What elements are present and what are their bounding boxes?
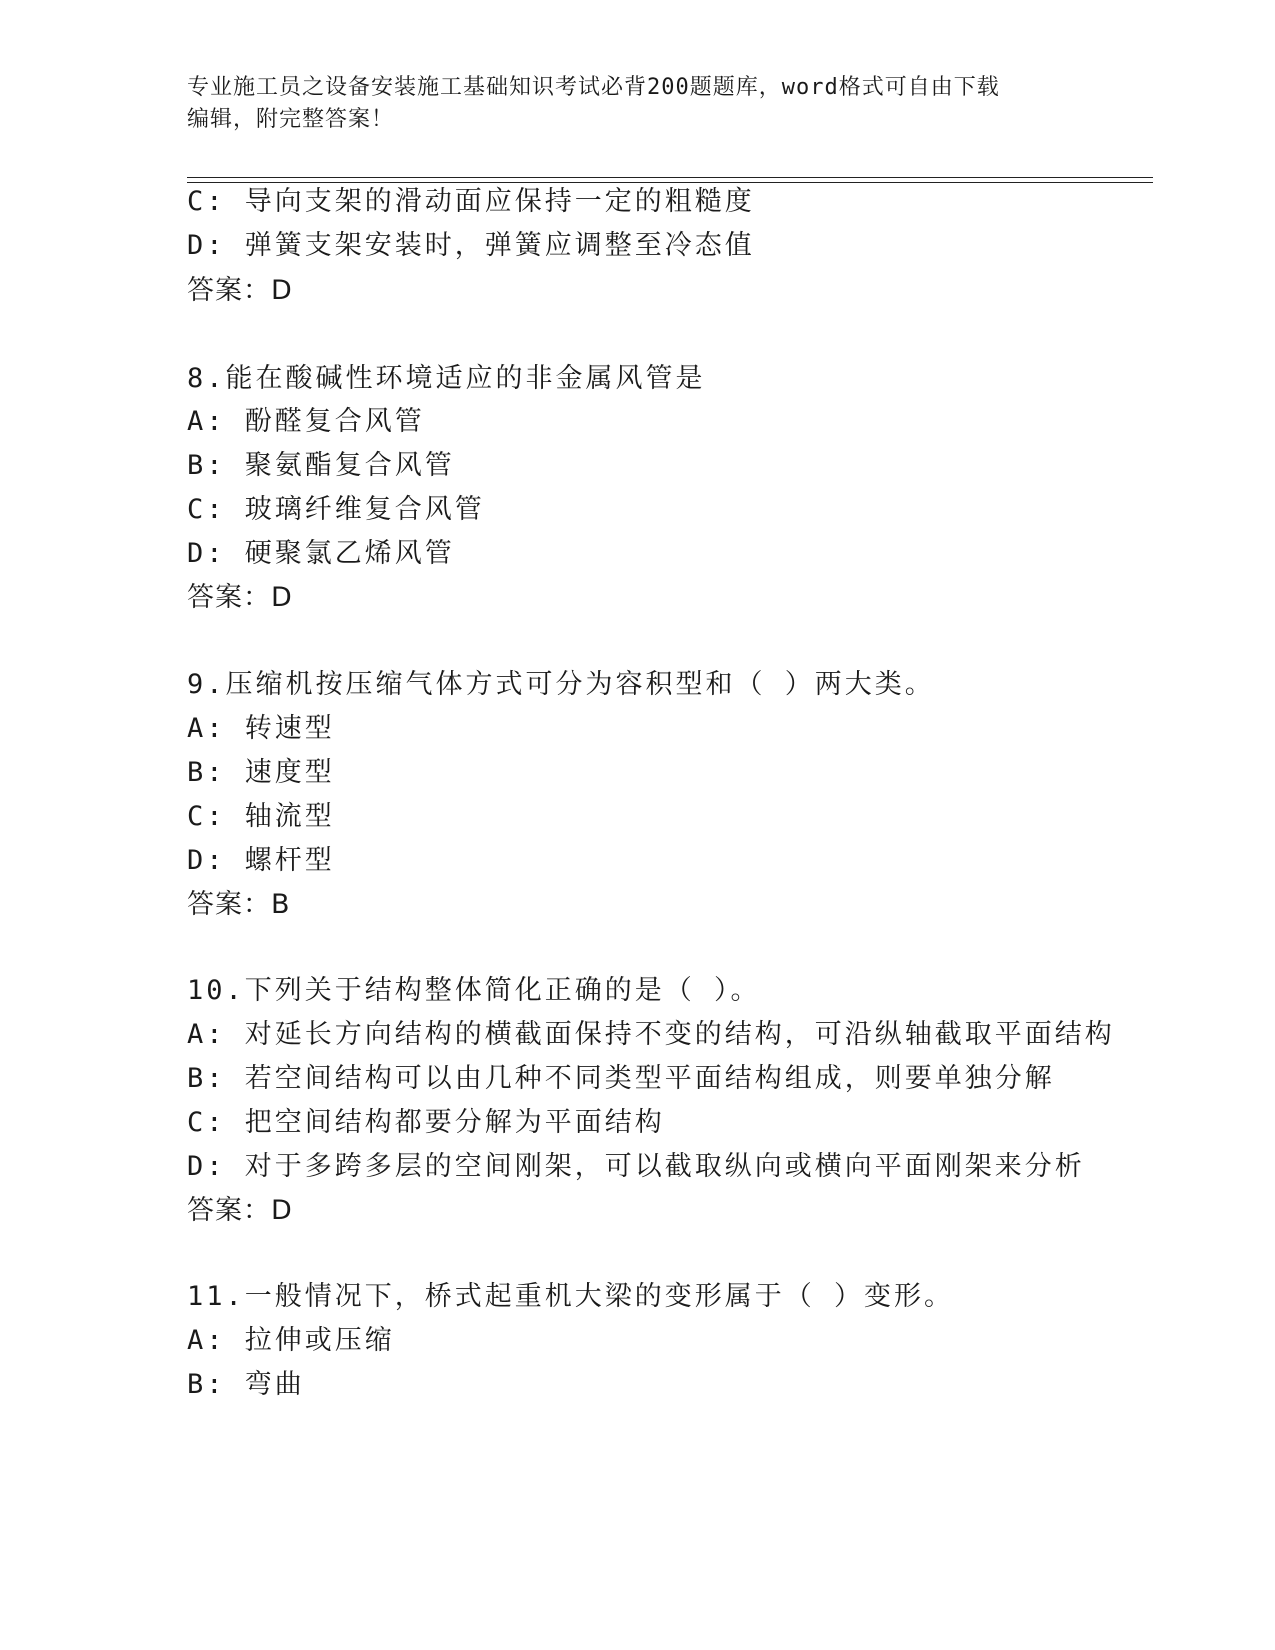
q7-option-c: C: 导向支架的滑动面应保持一定的粗糙度	[187, 186, 755, 217]
q10-question: 10.下列关于结构整体简化正确的是（ ）。	[187, 975, 761, 1006]
q8-option-d: D: 硬聚氯乙烯风管	[187, 538, 455, 569]
q9-option-c: C: 轴流型	[187, 801, 335, 832]
document-header	[187, 72, 1087, 136]
q9-option-b: B: 速度型	[187, 757, 335, 788]
q9-option-a: A: 转速型	[187, 713, 335, 744]
q8-question: 8.能在酸碱性环境适应的非金属风管是	[187, 363, 706, 394]
q7-answer: 答案：D	[187, 275, 293, 306]
header-line-2: 编辑，附完整答案！	[187, 107, 395, 132]
q9-question: 9.压缩机按压缩气体方式可分为容积型和（ ）两大类。	[187, 669, 935, 700]
q10-answer: 答案：D	[187, 1195, 293, 1226]
q11-question: 11.一般情况下，桥式起重机大梁的变形属于（ ）变形。	[187, 1281, 955, 1312]
q8-option-b: B: 聚氨酯复合风管	[187, 450, 455, 481]
header-line-1: 专业施工员之设备安装施工基础知识考试必背200题题库，word格式可自由下载	[187, 75, 1000, 100]
q8-option-a: A: 酚醛复合风管	[187, 406, 425, 437]
q10-option-d: D: 对于多跨多层的空间刚架，可以截取纵向或横向平面刚架来分析	[187, 1151, 1085, 1182]
q11-option-a: A: 拉伸或压缩	[187, 1325, 395, 1356]
q11-option-b: B: 弯曲	[187, 1369, 305, 1400]
q8-answer: 答案：D	[187, 582, 293, 613]
q9-option-d: D: 螺杆型	[187, 845, 335, 876]
q10-option-a: A: 对延长方向结构的横截面保持不变的结构，可沿纵轴截取平面结构	[187, 1019, 1115, 1050]
q7-option-d: D: 弹簧支架安装时，弹簧应调整至冷态值	[187, 230, 755, 261]
q10-option-b: B: 若空间结构可以由几种不同类型平面结构组成，则要单独分解	[187, 1063, 1055, 1094]
q10-option-c: C: 把空间结构都要分解为平面结构	[187, 1107, 665, 1138]
q9-answer: 答案：B	[187, 889, 291, 920]
q8-option-c: C: 玻璃纤维复合风管	[187, 494, 485, 525]
header-rule-top	[187, 177, 1153, 178]
header-rule-bottom	[187, 182, 1153, 183]
